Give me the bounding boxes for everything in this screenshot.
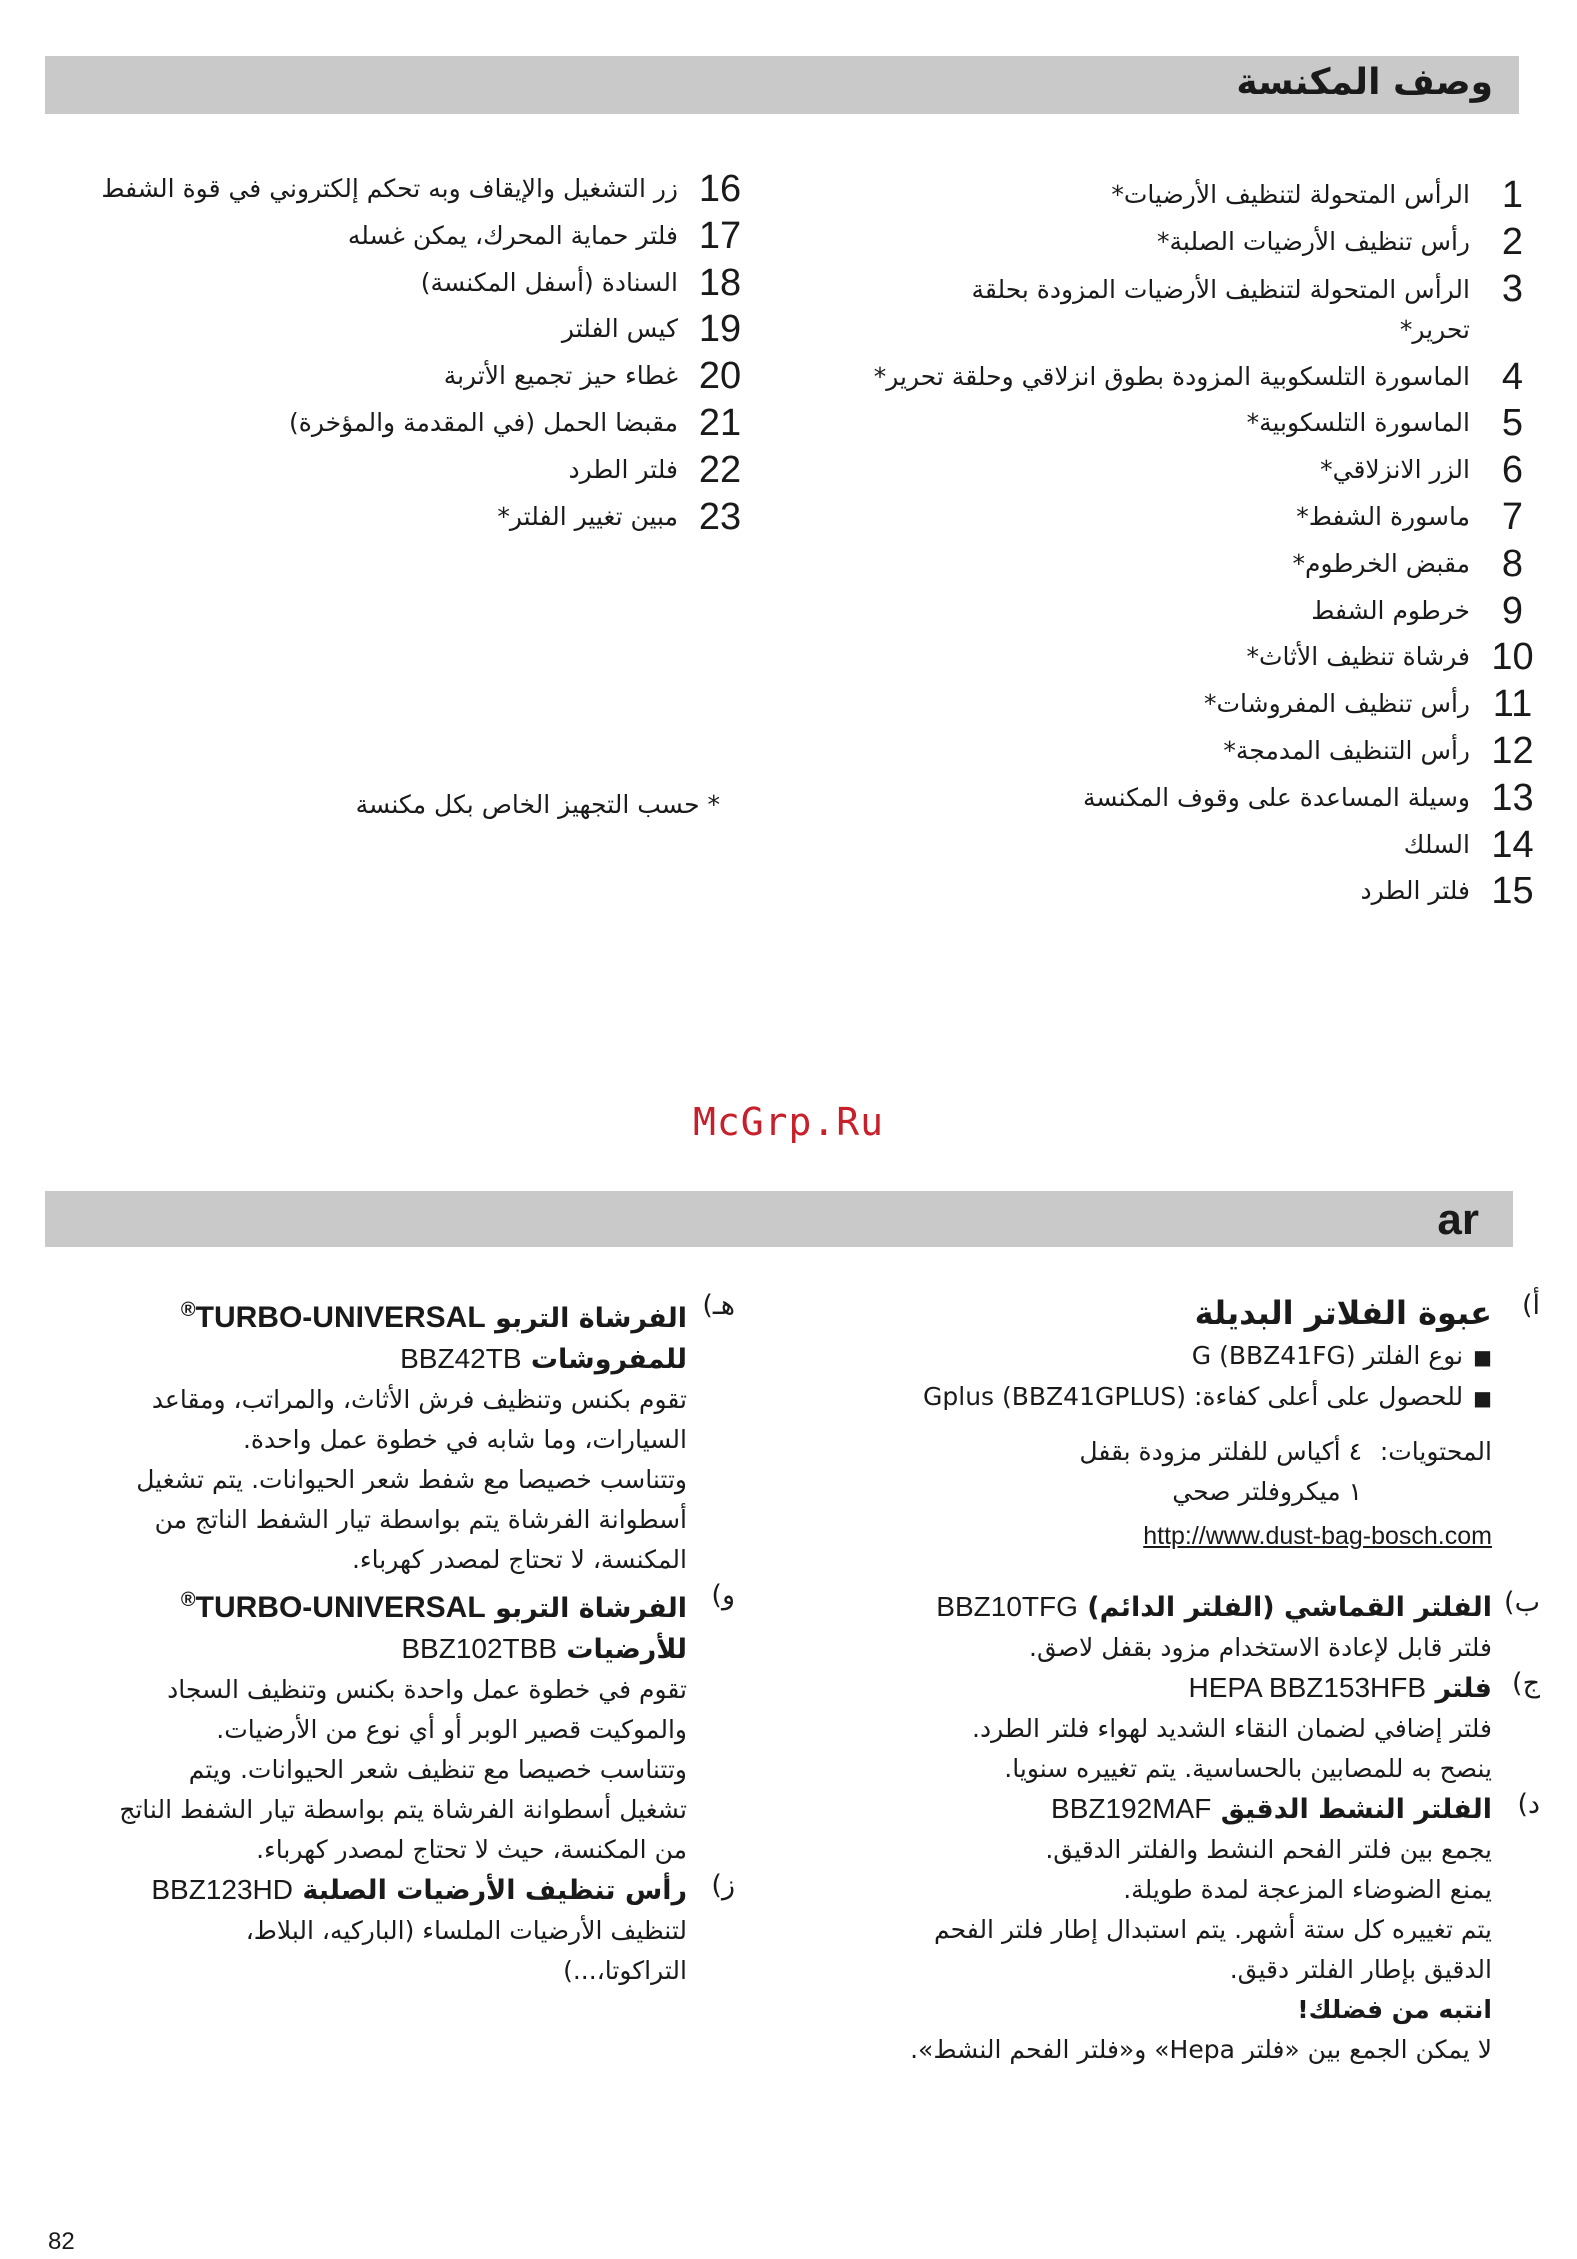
header-bar [45,56,1519,114]
entry-title: فلتر HEPA BBZ153HFB [1188,1672,1492,1704]
parts-list-right [800,172,1540,915]
entry-text: يتم تغييره كل ستة أشهر. يتم استبدال إطار فلتر الفحم [934,1915,1492,1944]
list-item [800,541,1540,588]
list-item [800,634,1540,681]
entry-text: وتتناسب خصيصا مع تنظيف شعر الحيوانات. ويتم [188,1755,687,1784]
entry-text: تشغيل أسطوانة الفرشاة يتم بواسطة تيار الشفط الناتج [119,1795,687,1824]
contents-line: ٤ أكياس للفلتر مزودة بقفل [1079,1437,1362,1466]
item-number: 20 [698,355,742,398]
entry-text: والموكيت قصير الوبر أو أي نوع من الأرضيات. [216,1715,687,1744]
entry-text: تقوم في خطوة عمل واحدة بكنس وتنظيف السجاد [167,1675,687,1704]
item-text: مقبضا الحمل (في المقدمة والمؤخرة) [289,407,678,437]
product-code: BBZ10TFG [936,1591,1078,1622]
bullet-text: للحصول على أعلى كفاءة: Gplus (BBZ41GPLUS) [923,1382,1464,1411]
entry-text: وتتناسب خصيصا مع شفط شعر الحيوانات. يتم تشغيل [136,1465,687,1494]
entry-letter: ج) [1512,1668,1540,1699]
brand-name: TURBO-UNIVERSAL® [180,1589,486,1624]
entry-text: لتنظيف الأرضيات الملساء (الباركيه، البلاط، [245,1916,687,1945]
entry-title: الفلتر النشط الدقيق BBZ192MAF [1051,1793,1492,1825]
list-item [800,494,1540,541]
item-number: 4 [1501,355,1524,398]
item-text: فلتر الطرد [1360,876,1470,906]
list-item [800,266,1540,354]
entry-text: المكنسة، لا تحتاج لمصدر كهرباء. [351,1545,687,1574]
entry-subtitle: للمفروشات BBZ42TB [400,1343,687,1375]
page-number: 82 [48,2228,75,2255]
item-number: 15 [1491,870,1534,913]
list-item [800,400,1540,447]
page-title: وصف المكنسة [1236,62,1493,103]
entry-title: الفلتر القماشي (الفلتر الدائم) BBZ10TFG [936,1591,1492,1623]
item-number: 19 [698,308,742,351]
item-text: رأس تنظيف المفروشات* [1204,689,1470,719]
entry-letter: أ) [1521,1290,1540,1321]
item-text: الماسورة التلسكوبية المزودة بطوق انزلاقي وحلقة تحرير* [873,361,1470,391]
item-number: 1 [1501,174,1524,216]
item-number: 6 [1501,449,1524,492]
entry-text: ينصح به للمصابين بالحساسية. يتم تغييره سنويا. [1004,1754,1492,1783]
entry-text: يمنع الضوضاء المزعجة لمدة طويلة. [1123,1875,1492,1904]
item-text: ماسورة الشفط* [1296,501,1470,531]
accessories-right [860,1290,1540,2070]
item-number: 12 [1491,729,1534,772]
bullet-item [860,1336,1492,1377]
entry-letter: ب) [1504,1587,1540,1618]
entry-title: رأس تنظيف الأرضيات الصلبة BBZ123HD [151,1874,687,1906]
item-text: الماسورة التلسكوبية* [1246,408,1470,438]
entry-letter: ز) [711,1870,735,1901]
list-item [800,681,1540,728]
item-text: مقبض الخرطوم* [1292,548,1470,578]
item-number: 5 [1501,402,1524,445]
contents-block [860,1432,1492,1512]
watermark: McGrp.Ru [692,1100,885,1144]
footnote: * حسب التجهيز الخاص بكل مكنسة [355,790,720,819]
product-code: BBZ123HD [151,1874,293,1905]
entry-text: الدقيق بإطار الفلتر دقيق. [1229,1955,1492,1984]
list-item [40,494,750,541]
item-text: الرأس المتحولة لتنظيف الأرضيات المزودة بحلقة تحرير* [971,274,1470,344]
entry-letter: هـ) [702,1290,735,1321]
entry-title: الفرشاة التربو TURBO-UNIVERSAL® [180,1299,687,1334]
entry-text: يجمع بين فلتر الفحم النشط والفلتر الدقيق. [1045,1835,1492,1864]
entry-text: أسطوانة الفرشاة يتم بواسطة تيار الشفط الناتج من [154,1505,687,1534]
list-item [800,354,1540,401]
entry-title: عبوة الفلاتر البديلة [1194,1294,1492,1332]
entry-f [55,1580,735,1870]
item-number: 21 [698,401,742,444]
list-item [800,172,1540,219]
list-item [800,219,1540,266]
parts-list-left [40,166,750,540]
item-text: كيس الفلتر [561,314,678,344]
contents-values [1079,1432,1362,1512]
item-text: الزر الانزلاقي* [1320,455,1470,485]
entry-b [860,1587,1540,1668]
product-code: HEPA BBZ153HFB [1188,1672,1427,1703]
brand-name: TURBO-UNIVERSAL® [180,1299,486,1334]
item-number: 23 [698,495,742,538]
item-text: زر التشغيل والإيقاف وبه تحكم إلكتروني في قوة الشفط [101,174,678,203]
item-text: الرأس المتحولة لتنظيف الأرضيات* [1111,180,1470,209]
item-number: 16 [698,168,742,210]
product-code: BBZ42TB [400,1343,522,1374]
list-item [40,447,750,494]
item-number: 18 [698,261,742,304]
entry-text: التراكوتا،...) [563,1956,687,1985]
item-text: فلتر حماية المحرك، يمكن غسله [347,220,678,250]
list-item [40,260,750,307]
item-number: 7 [1501,495,1524,538]
item-number: 22 [698,448,742,491]
item-text: غطاء حيز تجميع الأتربة [443,361,678,391]
item-number: 14 [1491,823,1534,866]
language-code: ar [1437,1195,1479,1244]
item-text: خرطوم الشفط [1311,595,1470,625]
item-text: مبين تغيير الفلتر* [497,501,678,531]
bullet-text: نوع الفلتر G (BBZ41FG) [1191,1341,1464,1370]
list-item [800,728,1540,775]
item-number: 8 [1501,542,1524,585]
warning-text: انتبه من فضلك! [1297,1995,1492,2024]
item-text: فرشاة تنظيف الأثاث* [1246,642,1470,672]
entry-text: من المكنسة، حيث لا تحتاج لمصدر كهرباء. [256,1835,687,1864]
item-text: السنادة (أسفل المكنسة) [420,267,678,297]
language-bar [45,1191,1513,1247]
item-text: وسيلة المساعدة على وقوف المكنسة [1082,782,1470,812]
item-number: 3 [1501,267,1524,310]
item-text: فلتر الطرد [568,454,678,484]
accessories-left [55,1290,735,1991]
list-item [800,868,1540,915]
entry-e [55,1290,735,1580]
entry-text: فلتر قابل لإعادة الاستخدام مزود بقفل لاصق. [1029,1633,1492,1662]
entry-text: تقوم بكنس وتنظيف فرش الأثاث، والمراتب، ومقاعد [151,1385,687,1414]
website-link[interactable]: http://www.dust-bag-bosch.com [1143,1522,1492,1550]
product-code: BBZ192MAF [1051,1793,1212,1824]
entry-g [55,1870,735,1991]
entry-letter: د) [1517,1789,1540,1820]
list-item [800,447,1540,494]
list-item [40,166,750,213]
item-number: 10 [1491,636,1534,679]
contents-line: ١ ميكروفلتر صحي [1172,1477,1362,1506]
list-item [40,400,750,447]
item-text: رأس التنظيف المدمجة* [1223,735,1470,765]
entry-c [860,1668,1540,1789]
contents-label: المحتويات: [1379,1437,1492,1466]
list-item [800,588,1540,635]
list-item [800,822,1540,869]
item-number: 9 [1501,589,1524,632]
entry-letter: و) [711,1580,735,1611]
item-text: السلك [1403,829,1470,859]
bullet-item [860,1377,1492,1418]
entry-d [860,1789,1540,2070]
item-number: 11 [1492,683,1533,726]
list-item [40,353,750,400]
entry-title: الفرشاة التربو TURBO-UNIVERSAL® [180,1589,687,1624]
entry-text: فلتر إضافي لضمان النقاء الشديد لهواء فلتر الطرد. [972,1714,1492,1743]
entry-text: السيارات، وما شابه في خطوة عمل واحدة. [242,1425,687,1454]
list-item [800,775,1540,822]
entry-a [860,1290,1540,1551]
list-item [40,213,750,260]
item-text: رأس تنظيف الأرضيات الصلبة* [1157,226,1470,256]
item-number: 2 [1501,220,1524,263]
item-number: 13 [1491,776,1534,819]
list-item [40,306,750,353]
item-number: 17 [698,214,742,257]
entry-text: لا يمكن الجمع بين «فلتر Hepa» و«فلتر الفحم النشط». [910,2035,1492,2064]
product-code: BBZ102TBB [401,1633,558,1664]
entry-subtitle: للأرضيات BBZ102TBB [401,1633,687,1665]
